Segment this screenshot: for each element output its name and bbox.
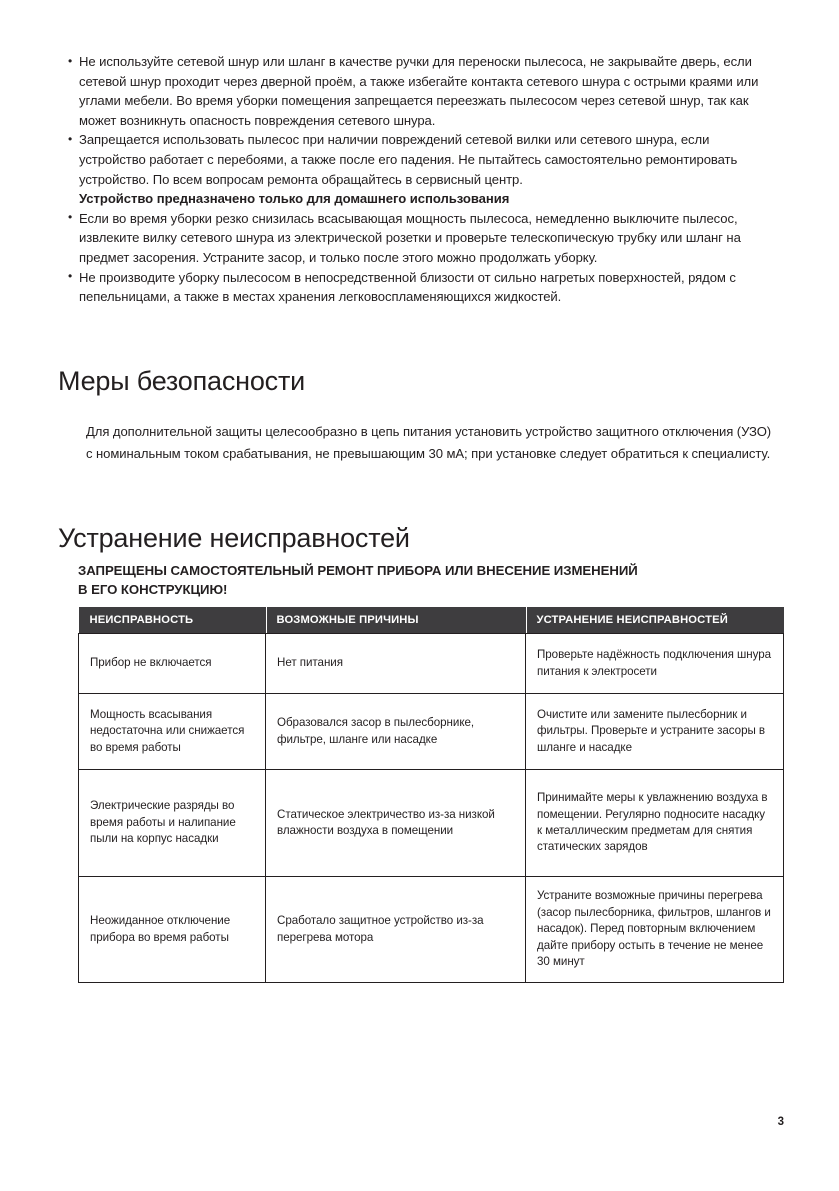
column-header-remedy: УСТРАНЕНИЕ НЕИСПРАВНОСТЕЙ [526, 607, 784, 634]
section-heading-troubleshooting: Устранение неисправностей [58, 523, 410, 554]
safety-paragraph: Для дополнительной защиты целесообразно в цепь питания установить устройство защитного отключения (УЗО) с номинальным током срабатывания, не превышающим 30 мА; при установке следует обратиться к специалисту. [86, 424, 772, 461]
table-body [79, 634, 784, 983]
cell-cause: Статическое электричество из-за низкой влажности воздуха в помещении [266, 770, 526, 877]
cell-remedy: Устраните возможные причины перегрева (засор пылесборника, фильтров, шлангов и насадок). Перед повторным включением дайте прибору остыть в течение не менее 30 минут [526, 877, 784, 983]
cell-fault: Электрические разряды во время работы и налипание пыли на корпус насадки [79, 770, 266, 877]
table-header [79, 607, 784, 634]
home-use-notice-text: Устройство предназначено только для домашнего использования [79, 191, 510, 207]
cell-fault: Мощность всасывания недостаточна или снижается во время работы [79, 694, 266, 770]
list-item: • Если во время уборки резко снизилась всасывающая мощность пылесоса, немедленно выключите пылесос, извлеките вилку сетевого шнура из электрической розетки и проверьте телескопическую трубку или шланг на предмет засорения. Устраните засор, и только после этого можно продолжать уборку. [68, 209, 774, 268]
cell-cause: Нет питания [266, 634, 526, 694]
list-item: • Не используйте сетевой шнур или шланг в качестве ручки для переноски пылесоса, не закрывайте дверь, если сетевой шнур проходит через дверной проём, а также избегайте контакта сетевого шнура с острыми краями или углами мебели. Во время уборки помещения запрещается переезжать пылесосом через сетевой шнур, так как может возникнуть опасность повреждения сетевого шнура. [68, 52, 774, 130]
cell-cause: Сработало защитное устройство из-за перегрева мотора [266, 877, 526, 983]
warning-line-2: В ЕГО КОНСТРУКЦИЮ! [78, 581, 228, 597]
list-item: • Запрещается использовать пылесос при наличии повреждений сетевой вилки или сетевого шнура, если устройство работает с перебоями, а также после его падения. Не пытайтесь самостоятельно ремонтировать устройство. По всем вопросам ремонта обращайтесь в сервисный центр. [68, 130, 774, 189]
list-item: • Не производите уборку пылесосом в непосредственной близости от сильно нагретых поверхностей, рядом с пепельницами, а также в местах хранения легковоспламеняющихся жидкостей. [68, 268, 774, 307]
table-row [79, 694, 784, 770]
cell-remedy: Очистите или замените пылесборник и фильтры. Проверьте и устраните засоры в шланге и насадке [526, 694, 784, 770]
cell-cause: Образовался засор в пылесборнике, фильтре, шланге или насадке [266, 694, 526, 770]
cell-remedy: Принимайте меры к увлажнению воздуха в помещении. Регулярно подносите насадку к металлическим предметам для снятия статических зарядов [526, 770, 784, 877]
table-header-row [79, 607, 784, 634]
table-row [79, 770, 784, 877]
warning-line-1: ЗАПРЕЩЕНЫ САМОСТОЯТЕЛЬНЫЙ РЕМОНТ ПРИБОРА ИЛИ ВНЕСЕНИЕ ИЗМЕНЕНИЙ [78, 563, 638, 578]
safety-bullet-list [68, 52, 774, 307]
home-use-notice [68, 189, 774, 209]
cell-fault: Прибор не включается [79, 634, 266, 694]
repair-prohibited-warning [78, 562, 778, 599]
troubleshooting-table [78, 607, 784, 983]
page-number: 3 [777, 1116, 784, 1128]
column-header-cause: ВОЗМОЖНЫЕ ПРИЧИНЫ [266, 607, 526, 634]
table-row [79, 634, 784, 694]
column-header-fault: НЕИСПРАВНОСТЬ [79, 607, 266, 634]
table-row [79, 877, 784, 983]
cell-remedy: Проверьте надёжность подключения шнура питания к электросети [526, 634, 784, 694]
cell-fault: Неожиданное отключение прибора во время работы [79, 877, 266, 983]
section-heading-safety: Меры безопасности [58, 366, 306, 397]
